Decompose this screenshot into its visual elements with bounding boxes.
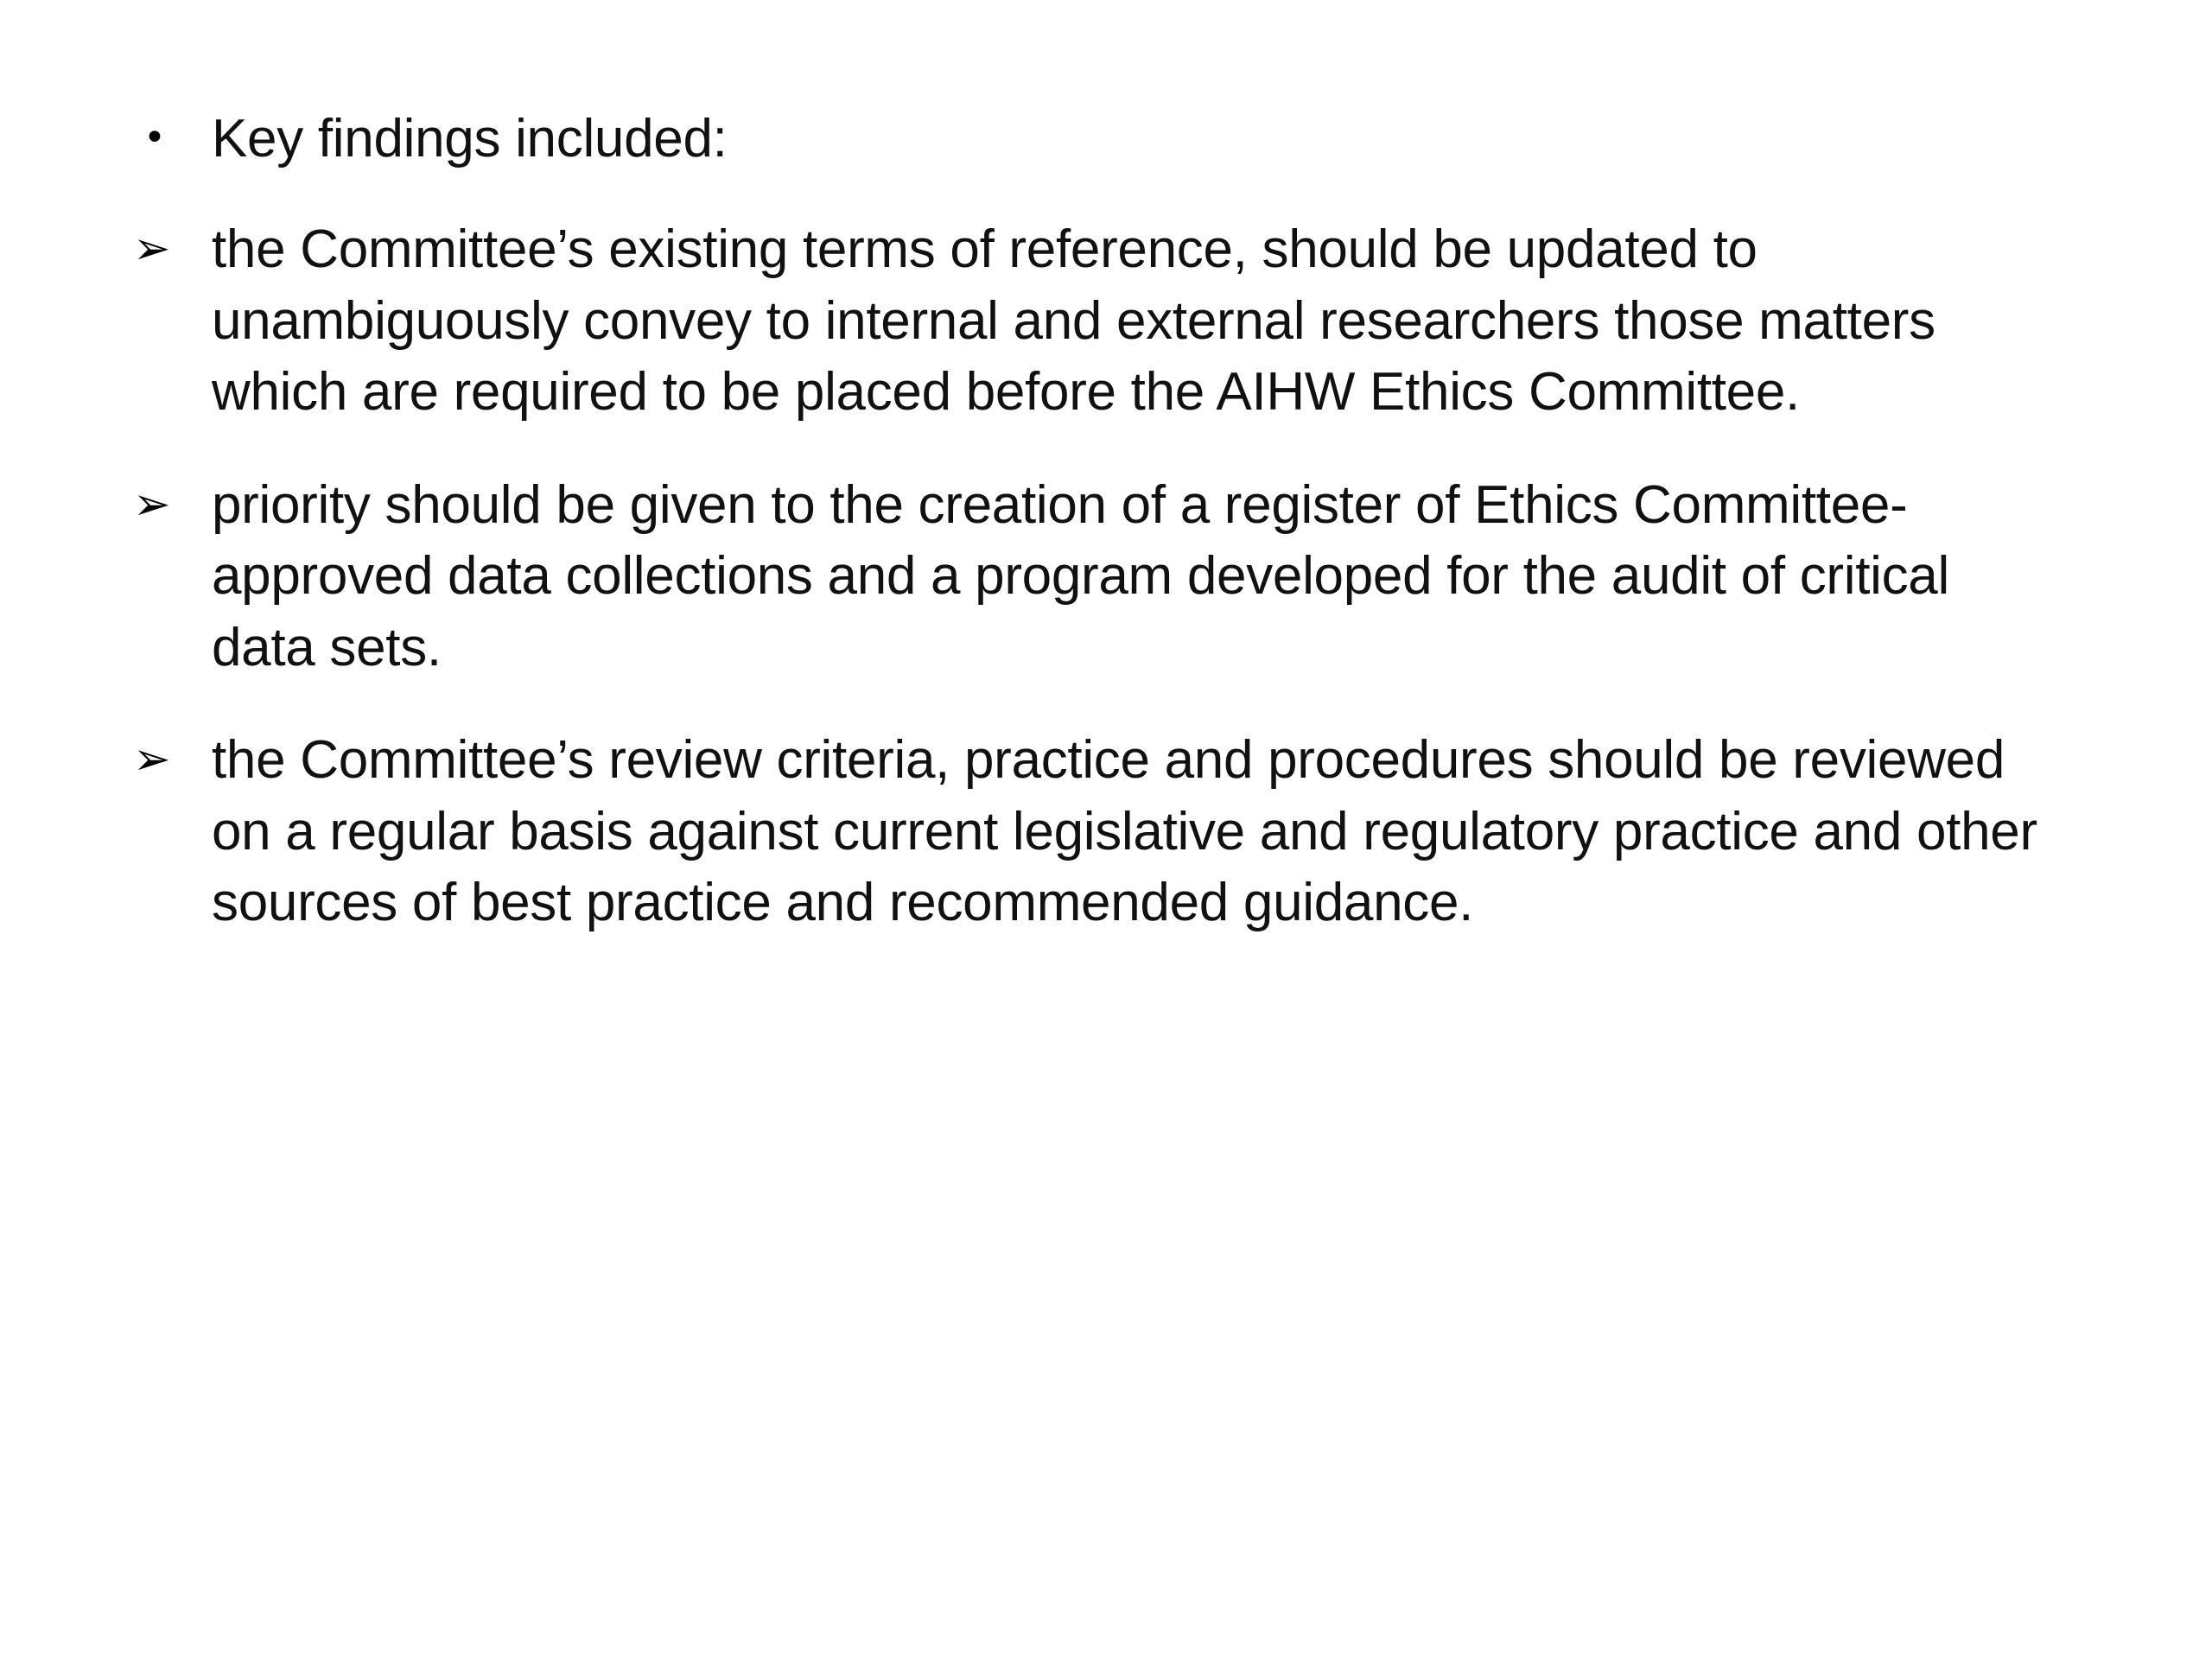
- bullet-marker-arrow-icon: ➢: [133, 223, 171, 276]
- bullet-text: the Committee’s review criteria, practice and procedures should be reviewed on a regular basis against current legislative and regulatory practice and other sources of best practice and recommended guidance.: [212, 730, 2037, 933]
- bullet-marker-arrow-icon: ➢: [133, 734, 171, 786]
- bullet-text: priority should be given to the creation of a register of Ethics Committee-approved data collections and a program developed for the audit of critical data sets.: [212, 474, 1949, 677]
- slide-body: [121, 104, 2082, 939]
- list-item: [121, 104, 2082, 175]
- list-item: [121, 725, 2082, 938]
- bullet-text: Key findings included:: [212, 109, 728, 168]
- bullet-marker-arrow-icon: ➢: [133, 478, 171, 531]
- bullet-marker-dot: •: [143, 116, 166, 160]
- list-item: [121, 470, 2082, 683]
- bullet-text: the Committee’s existing terms of reference, should be updated to unambiguously convey to internal and external researchers those matters which are required to be placed before the AIHW Ethics Committee.: [212, 219, 1936, 423]
- list-item: [121, 214, 2082, 428]
